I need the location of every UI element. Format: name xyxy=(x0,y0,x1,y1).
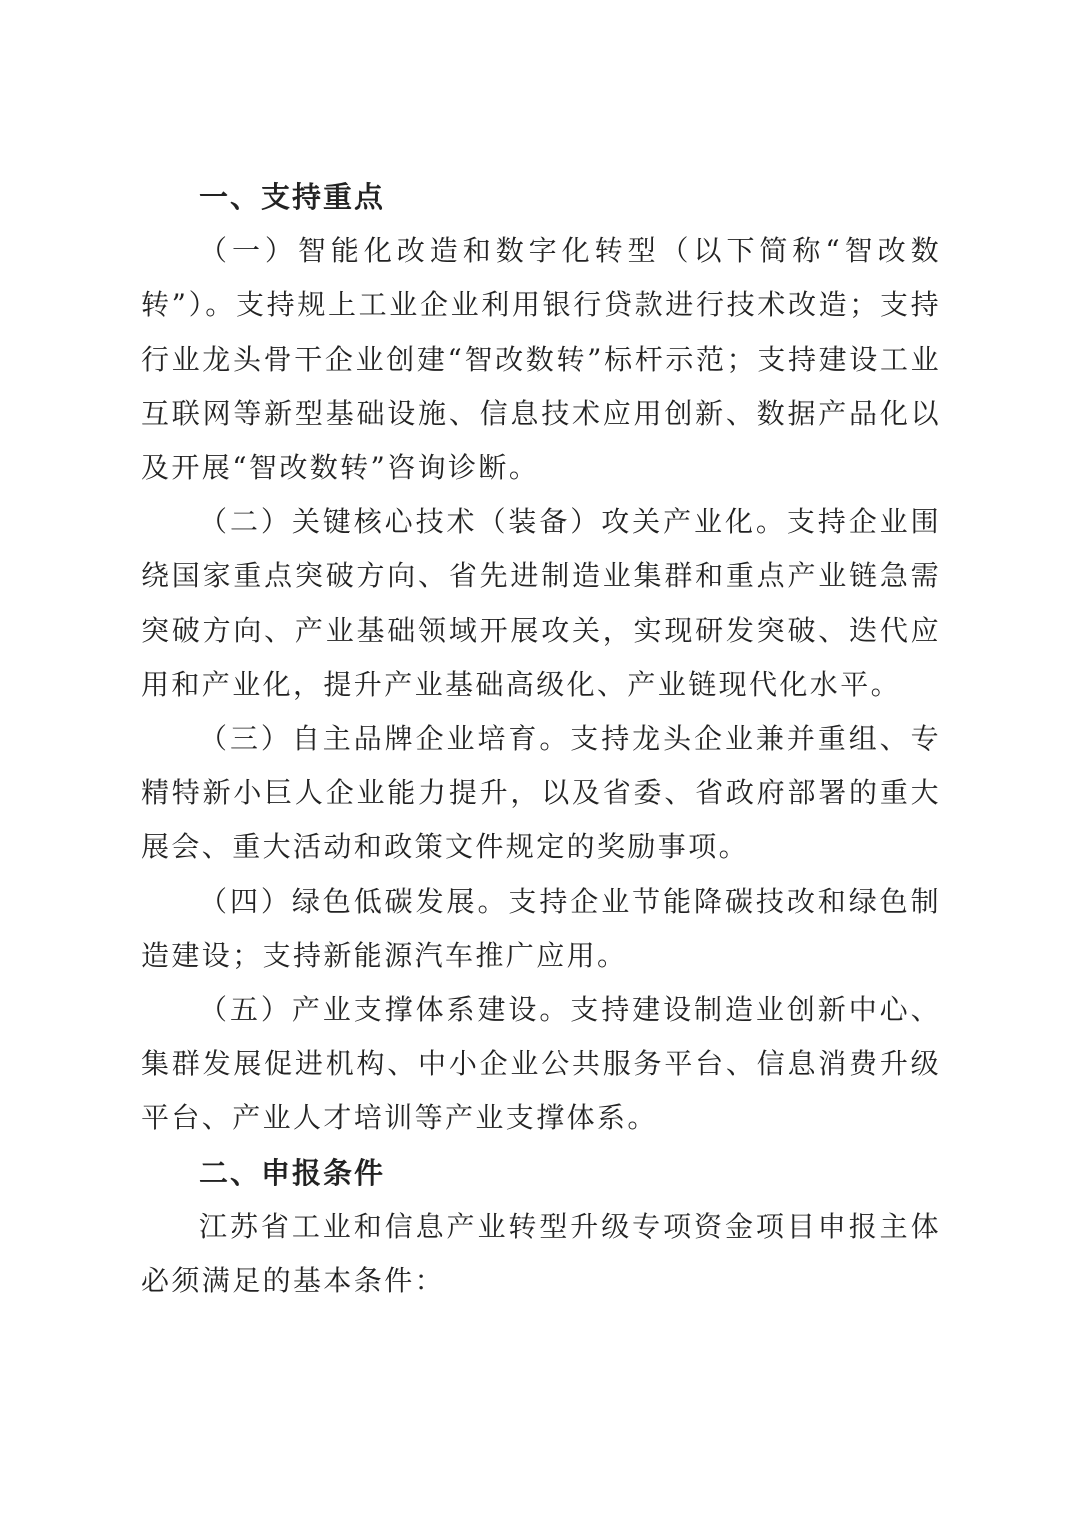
item-2-lead: （二）关键核心技术（装备）攻关产业化。 xyxy=(199,505,787,539)
paragraph-item-5 xyxy=(141,983,941,1146)
item-4-lead: （四）绿色低碳发展。 xyxy=(199,884,509,918)
item-1-lead: （一）智能化改造和数字化转型（以下简称“智改数转”）。 xyxy=(141,234,941,322)
paragraph-item-2 xyxy=(141,495,941,712)
paragraph-conditions-intro: 江苏省工业和信息产业转型升级专项资金项目申报主体必须满足的基本条件： xyxy=(141,1209,941,1298)
section-heading-application-conditions: 二、申报条件 xyxy=(199,1155,386,1190)
section-heading-support-focus: 一、支持重点 xyxy=(199,180,386,214)
item-5-lead: （五）产业支撑体系建设。 xyxy=(199,993,571,1027)
item-3-lead: （三）自主品牌企业培育。 xyxy=(199,722,571,756)
document-body xyxy=(141,170,941,1308)
item-5-text: 支持建设制造业创新中心、集群发展促进机构、中小企业公共服务平台、信息消费升级平台、产业人才培训等产业支撑体系。 xyxy=(141,993,941,1135)
item-2-text: 支持企业围绕国家重点突破方向、省先进制造业集群和重点产业链急需突破方向、产业基础领域开展攻关，实现研发突破、迭代应用和产业化，提升产业基础高级化、产业链现代化水平。 xyxy=(141,505,941,701)
item-3-text: 支持龙头企业兼并重组、专精特新小巨人企业能力提升，以及省委、省政府部署的重大展会、重大活动和政策文件规定的奖励事项。 xyxy=(141,722,941,864)
paragraph-item-3 xyxy=(141,712,941,875)
item-1-text: 支持规上工业企业利用银行贷款进行技术改造；支持行业龙头骨干企业创建“智改数转”标杆示范；支持建设工业互联网等新型基础设施、信息技术应用创新、数据产品化以及开展“智改数转”咨询诊断。 xyxy=(141,288,942,485)
paragraph-item-1 xyxy=(141,224,941,495)
item-4-text: 支持企业节能降碳技改和绿色制造建设；支持新能源汽车推广应用。 xyxy=(141,884,941,972)
paragraph-item-4 xyxy=(141,875,941,983)
